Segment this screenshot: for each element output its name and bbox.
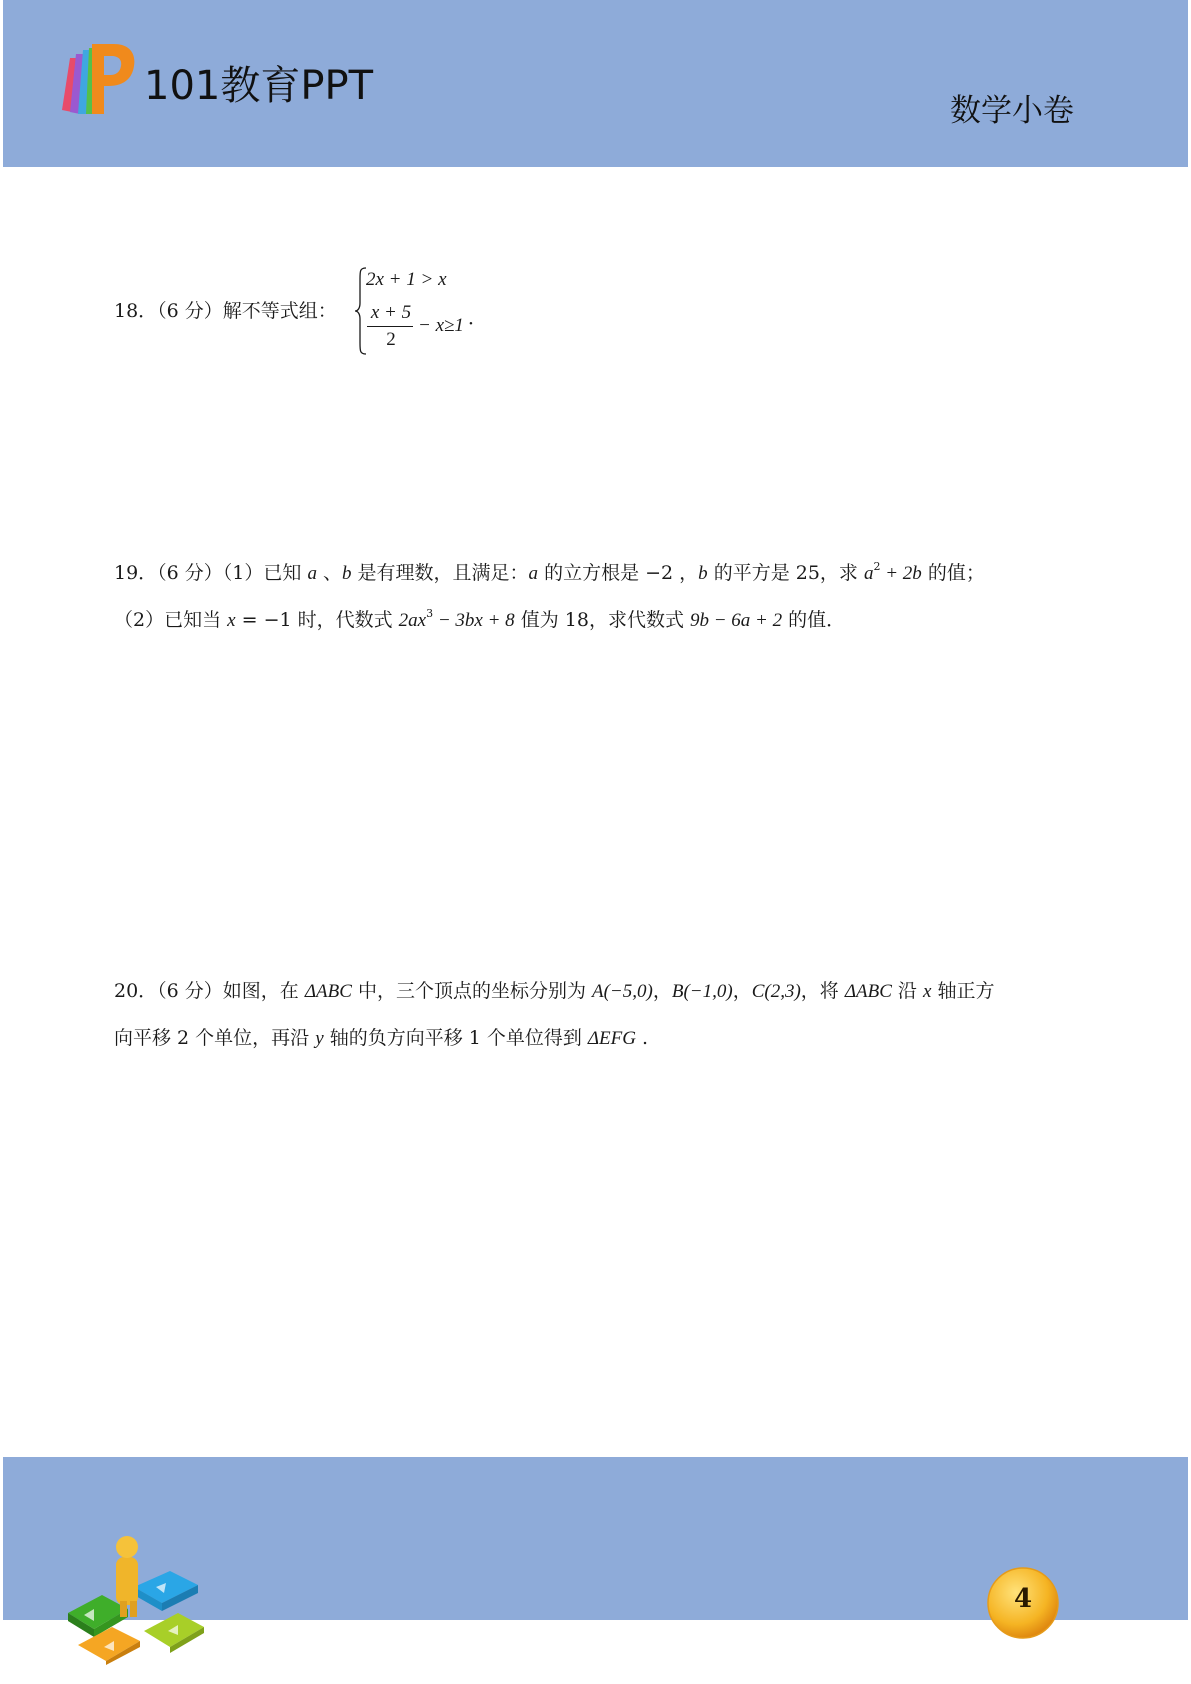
text-segment: = −1 时，代数式: [235, 609, 399, 631]
text-segment: 的值．: [782, 609, 846, 631]
math-segment: x: [922, 981, 932, 1002]
math-segment: 2ax: [398, 610, 427, 631]
math-segment: ΔABC: [844, 981, 892, 1002]
text-segment: 轴的负方向平移 1 个单位得到: [323, 1027, 588, 1049]
text-segment: ，将: [800, 980, 845, 1002]
brand-logo-icon: [56, 40, 136, 116]
math-segment: y: [315, 1028, 324, 1049]
text-segment: 值为 18，求代数式: [514, 609, 690, 631]
fraction-bar: [367, 326, 413, 327]
text-segment: 是有理数，且满足：: [351, 562, 529, 584]
problem-19-line-2: [114, 605, 845, 632]
system-row-2-rest: − x≥1: [418, 315, 464, 336]
text-segment: 沿: [891, 980, 923, 1002]
system-end-period: ．: [468, 308, 488, 329]
text-segment: 轴正方: [931, 980, 995, 1002]
fraction-denominator: 2: [386, 329, 396, 350]
text-segment: ，: [652, 980, 672, 1002]
superscript: 3: [426, 607, 434, 620]
text-segment: 20．（6 分）如图，在: [114, 980, 305, 1002]
text-segment: （2）已知当: [114, 609, 228, 631]
text-segment: 19．（6 分）（1）已知: [114, 562, 308, 584]
page-number: 4: [1013, 1584, 1033, 1614]
math-segment: + 2b: [880, 563, 922, 584]
math-segment: A(−5,0): [592, 981, 653, 1002]
brand-name: 101教育PPT: [144, 63, 374, 109]
math-segment: a: [528, 563, 539, 584]
text-segment: 的平方是 25，求: [707, 562, 864, 584]
math-segment: 9b − 6a + 2: [689, 610, 783, 631]
text-segment: 中，三个顶点的坐标分别为: [351, 980, 592, 1002]
math-segment: a: [307, 563, 317, 584]
text-segment: 的立方根是 −2 ，: [538, 562, 699, 584]
problem-19-line-1: [114, 558, 985, 585]
math-segment: a: [863, 563, 874, 584]
problem-20-line-2: [114, 1023, 648, 1050]
text-segment: ，: [732, 980, 752, 1002]
text-segment: 的值；: [921, 562, 985, 584]
math-segment: − 3bx + 8: [433, 610, 515, 631]
text-segment: 、: [316, 562, 342, 584]
text-segment: .: [636, 1027, 649, 1049]
problem-20-line-1: [114, 976, 994, 1003]
math-segment: ΔEFG: [587, 1028, 636, 1049]
system-row-1: 2x + 1 > x: [366, 269, 447, 290]
math-segment: x: [227, 610, 236, 631]
superscript: 2: [873, 560, 881, 573]
fraction-numerator: x + 5: [370, 302, 412, 323]
math-segment: C(2,3): [751, 981, 801, 1002]
problem-18-prefix: 18．（6 分）解不等式组：: [114, 300, 337, 322]
math-segment: ΔABC: [304, 981, 352, 1002]
math-segment: B(−1,0): [671, 981, 733, 1002]
text-segment: 向平移 2 个单位，再沿: [114, 1027, 316, 1049]
math-segment: b: [698, 563, 708, 584]
document-label: 数学小卷: [950, 93, 1074, 129]
learner-figure-icon: [64, 1535, 214, 1665]
math-segment: b: [341, 563, 352, 584]
inequality-system: [354, 267, 488, 357]
